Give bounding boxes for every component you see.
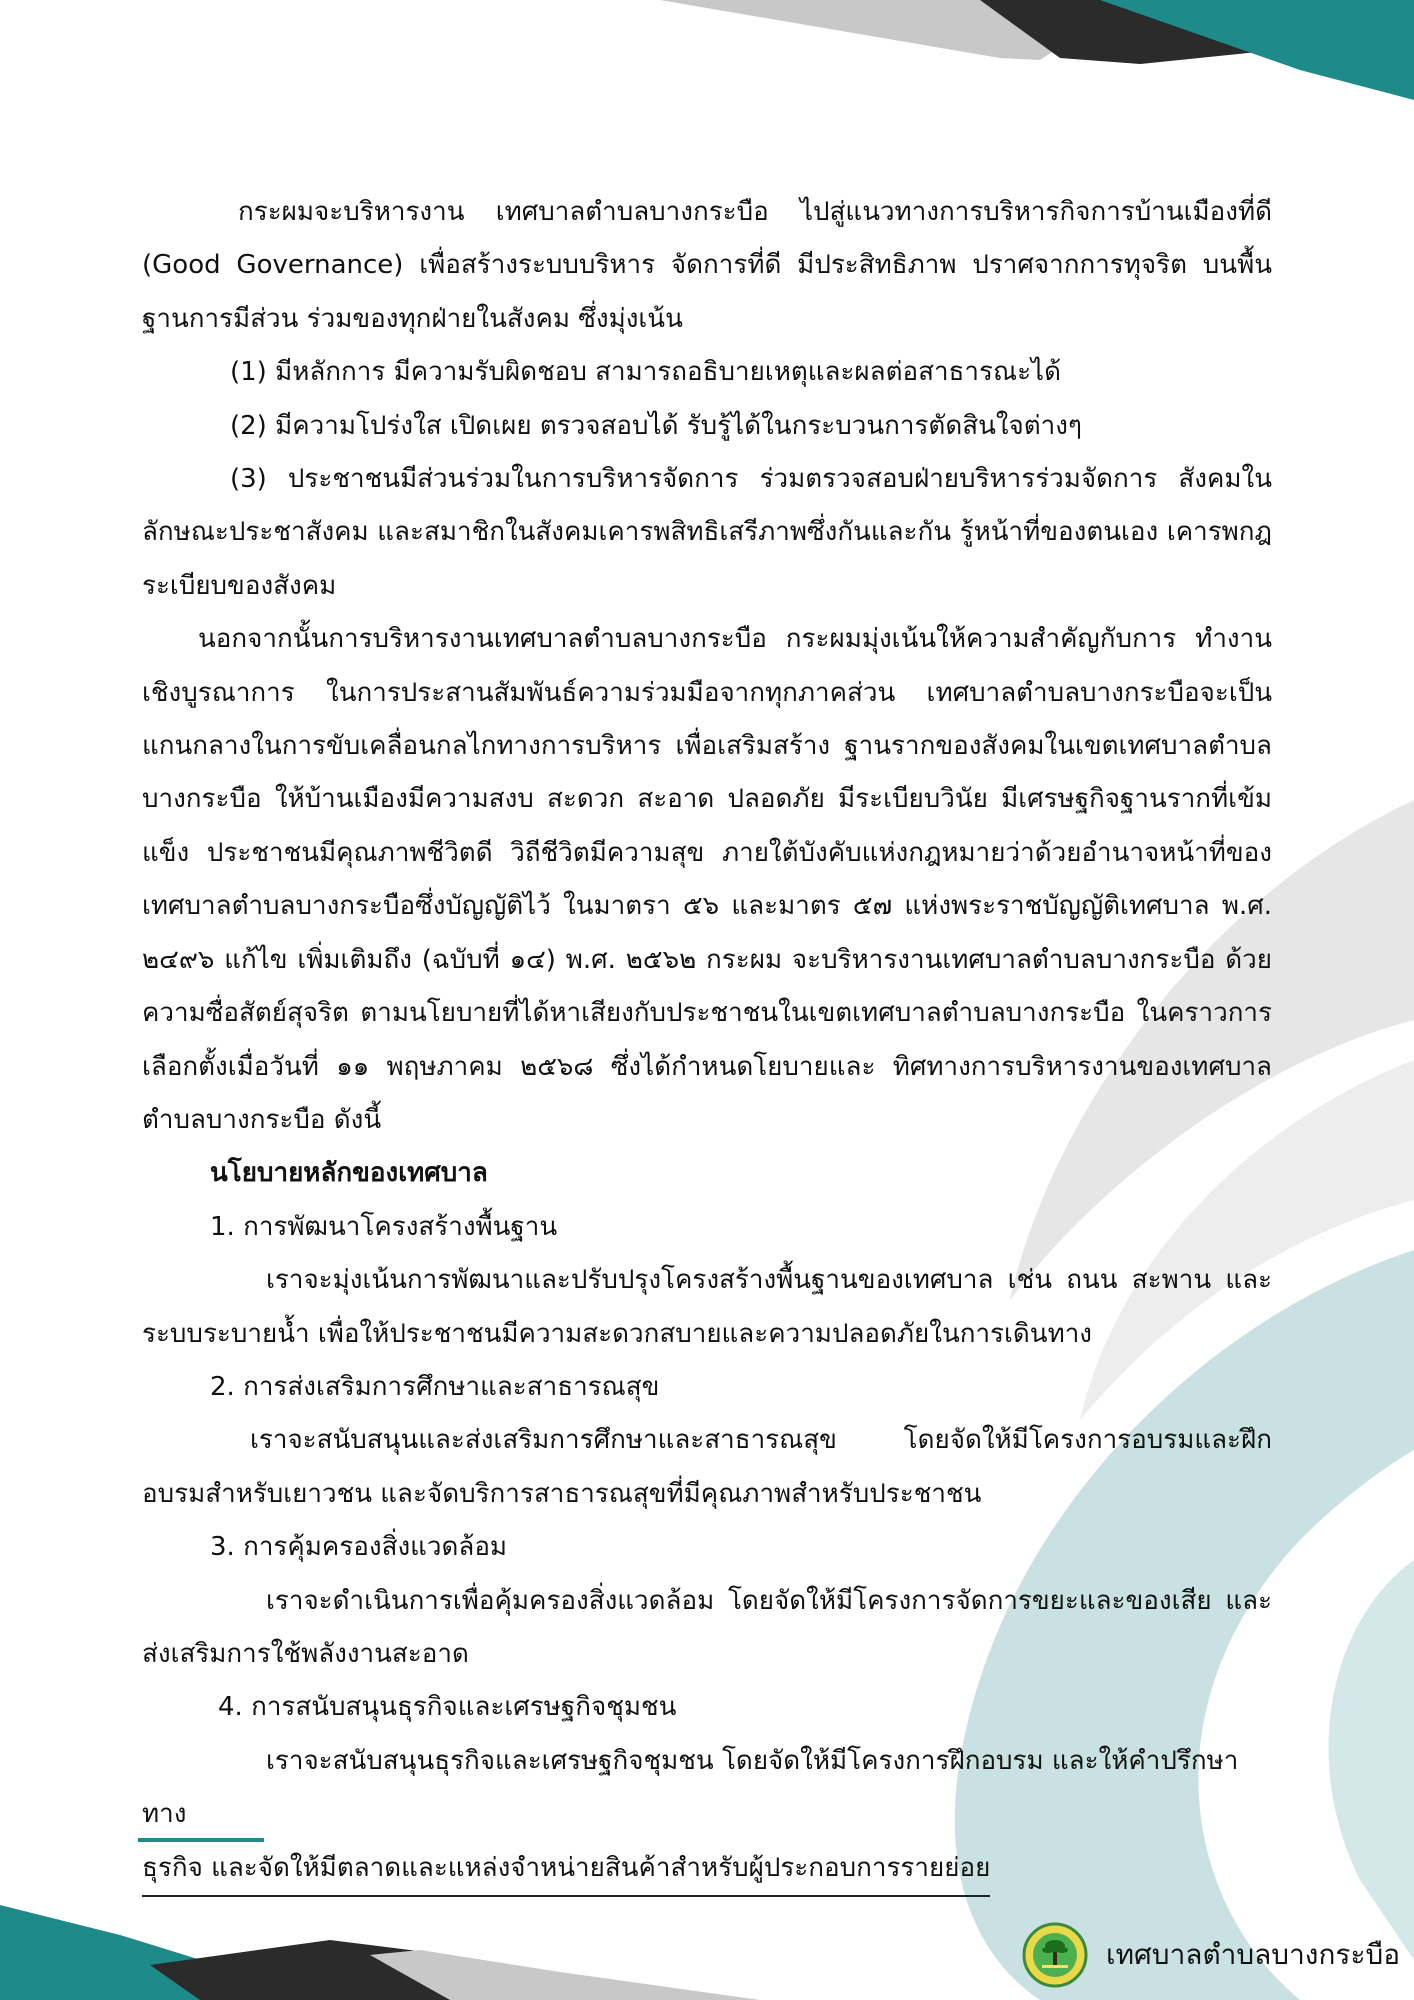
policy-1-body: เราจะมุ่งเน้นการพัฒนาและปรับปรุงโครงสร้างพื้นฐานของเทศบาล เช่น ถนน สะพาน และระบบระบายน้ำ เพื่อให้ประชาชนมีความสะดวกสบายและความปลอดภัยในการเดินทาง <box>142 1265 1272 1349</box>
policy-3-body: เราจะดำเนินการเพื่อคุ้มครองสิ่งแวดล้อม โดยจัดให้มีโครงการจัดการขยะและของเสีย และส่งเสริมการใช้พลังงานสะอาด <box>142 1585 1272 1669</box>
principle-item-2: (2) มีความโปร่งใส เปิดเผย ตรวจสอบได้ รับรู้ได้ในกระบวนการตัดสินใจต่างๆ <box>230 410 1082 441</box>
principle-item-1: (1) มีหลักการ มีความรับผิดชอบ สามารถอธิบายเหตุและผลต่อสาธารณะได้ <box>230 357 1062 388</box>
policy-2-body: เราจะสนับสนุนและส่งเสริมการศึกษาและสาธารณสุข โดยจัดให้มีโครงการอบรมและฝึกอบรมสำหรับเยาวชน และจัดบริการสาธารณสุขที่มีคุณภาพสำหรับประชาชน <box>142 1425 1272 1509</box>
policy-3-title: 3. การคุ้มครองสิ่งแวดล้อม <box>210 1532 508 1563</box>
policy-heading: นโยบายหลักของเทศบาล <box>210 1158 488 1189</box>
policy-4-title: 4. การสนับสนุนธุรกิจและเศรษฐกิจชุมชน <box>218 1692 677 1723</box>
principle-item-3: (3) ประชาชนมีส่วนร่วมในการบริหารจัดการ ร่วมตรวจสอบฝ่ายบริหารร่วมจัดการ สังคมในลักษณะประชาสังคม และสมาชิกในสังคมเคารพสิทธิเสรีภาพซึ่งกันและกัน รู้หน้าที่ของตนเอง เคารพกฎระเบียบของสังคม <box>142 464 1272 601</box>
policy-4-body-line1: เราจะสนับสนุนธุรกิจและเศรษฐกิจชุมชน โดยจัดให้มีโครงการฝึกอบรม และให้คำปรึกษาทาง <box>142 1745 1239 1830</box>
integration-paragraph: นอกจากนั้นการบริหารงานเทศบาลตำบลบางกระบือ กระผมมุ่งเน้นให้ความสำคัญกับการ ทำงานเชิงบูรณาการ ในการประสานสัมพันธ์ความร่วมมือจากทุกภาคส่วน เทศบาลตำบลบางกระบือจะเป็นแกนกลางในการขับเคลื่อนกลไกทางการบริหาร เพื่อเสริมสร้าง ฐานรากของสังคมในเขตเทศบาลตำบลบางกระบือ ให้บ้านเมืองมีความสงบ สะดวก สะอาด ปลอดภัย มีระเบียบวินัย มีเศรษฐกิจฐานรากที่เข้มแข็ง ประชาชนมีคุณภาพชีวิตดี วิถีชีวิตมีความสุข ภายใต้บังคับแห่งกฎหมายว่าด้วยอำนาจหน้าที่ของเทศบาลตำบลบางกระบือซึ่งบัญญัติไว้ ในมาตรา ๕๖ และมาตร ๕๗ แห่งพระราชบัญญัติเทศบาล พ.ศ. ๒๔๙๖ แก้ไข เพิ่มเติมถึง (ฉบับที่ ๑๔) พ.ศ. ๒๕๖๒ กระผม จะบริหารงานเทศบาลตำบลบางกระบือ ด้วยความซื่อสัตย์สุจริต ตามนโยบายที่ได้หาเสียงกับประชาชนในเขตเทศบาลตำบลบางกระบือ ในคราวการเลือกตั้งเมื่อวันที่ ๑๑ พฤษภาคม ๒๕๖๘ ซึ่งได้กำหนดโยบายและ ทิศทางการบริหารงานของเทศบาลตำบลบางกระบือ ดังนี้ <box>142 624 1272 1135</box>
footer <box>1022 1918 1400 1992</box>
policy-4-body-line2-wrap <box>142 1842 1272 1897</box>
right-teal-swoosh-2 <box>1329 1560 1414 1960</box>
intro-paragraph: กระผมจะบริหารงาน เทศบาลตำบลบางกระบือ ไปสู่แนวทางการบริหารกิจการบ้านเมืองที่ดี (Good Governance) เพื่อสร้างระบบบริหาร จัดการที่ดี มีประสิทธิภาพ ปราศจากการทุจริต บนพื้นฐานการมีส่วน ร่วมของทุกฝ่ายในสังคม ซึ่งมุ่งเน้น <box>142 197 1272 334</box>
policy-1-title: 1. การพัฒนาโครงสร้างพื้นฐาน <box>210 1211 558 1242</box>
policy-2-title: 2. การส่งเสริมการศึกษาและสาธารณสุข <box>210 1371 660 1402</box>
municipal-seal-icon <box>1022 1922 1088 1988</box>
policy-4-body-line2: ธุรกิจ และจัดให้มีตลาดและแหล่งจำหน่ายสินค้าสำหรับผู้ประกอบการรายย่อย <box>142 1842 990 1897</box>
footer-org-name: เทศบาลตำบลบางกระบือ <box>1106 1938 1401 1971</box>
underline-teal-accent <box>138 1838 264 1842</box>
document-body <box>142 186 1272 1897</box>
